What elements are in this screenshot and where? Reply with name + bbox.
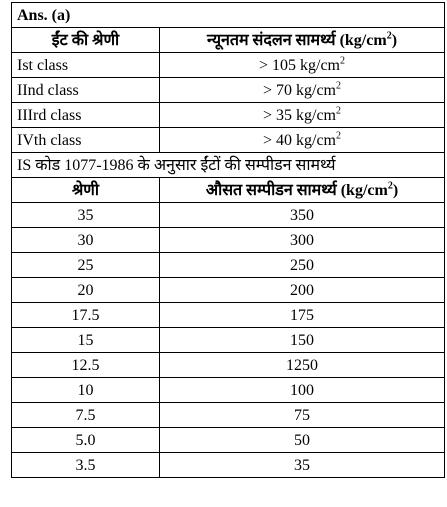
table1-value-text: > 70 kg/cm bbox=[262, 81, 336, 99]
table1-value-cell bbox=[160, 128, 445, 153]
is-code-note-row bbox=[12, 153, 445, 178]
table1-value-cell bbox=[160, 103, 445, 128]
table2-header-unit-close: ) bbox=[392, 181, 399, 199]
table2-grade-cell: 12.5 bbox=[12, 353, 160, 378]
table2-row bbox=[12, 453, 445, 478]
table2-row bbox=[12, 278, 445, 303]
table2-row bbox=[12, 228, 445, 253]
answer-heading: Ans. (a) bbox=[12, 3, 445, 28]
table1-value-sup: 2 bbox=[336, 105, 341, 117]
table1-header-row bbox=[12, 28, 445, 53]
table2-grade-cell: 3.5 bbox=[12, 453, 160, 478]
answer-block bbox=[11, 2, 444, 478]
table1-header-strength bbox=[160, 28, 445, 53]
table1-header-unit-sup: 2 bbox=[386, 30, 392, 42]
table2-strength-cell: 250 bbox=[160, 253, 445, 278]
table1-value-cell bbox=[160, 53, 445, 78]
table1-value-sup: 2 bbox=[340, 55, 345, 67]
table2-strength-cell: 50 bbox=[160, 428, 445, 453]
table2-row bbox=[12, 328, 445, 353]
table1-header-unit-close: ) bbox=[391, 31, 398, 49]
table2-header-row bbox=[12, 178, 445, 203]
table2-strength-cell: 200 bbox=[160, 278, 445, 303]
table2-strength-cell: 175 bbox=[160, 303, 445, 328]
table1-value-sup: 2 bbox=[336, 130, 341, 142]
table2-row bbox=[12, 253, 445, 278]
table2-strength-cell: 35 bbox=[160, 453, 445, 478]
table2-grade-cell: 20 bbox=[12, 278, 160, 303]
table2-header-grade: श्रेणी bbox=[12, 178, 160, 203]
table1-value-text: > 105 kg/cm bbox=[258, 56, 340, 74]
table1-value-cell bbox=[160, 78, 445, 103]
table2-grade-cell: 10 bbox=[12, 378, 160, 403]
answer-heading-row bbox=[12, 3, 445, 28]
table1-row bbox=[12, 53, 445, 78]
table2-grade-cell: 35 bbox=[12, 203, 160, 228]
table1-value-sup: 2 bbox=[336, 80, 341, 92]
table1-class-cell: Ist class bbox=[12, 53, 160, 78]
table1-class-cell: IVth class bbox=[12, 128, 160, 153]
table2-grade-cell: 15 bbox=[12, 328, 160, 353]
table1-class-cell: IInd class bbox=[12, 78, 160, 103]
table2-row bbox=[12, 303, 445, 328]
table2-grade-cell: 17.5 bbox=[12, 303, 160, 328]
table2-grade-cell: 7.5 bbox=[12, 403, 160, 428]
strength-table bbox=[11, 2, 445, 478]
table1-row bbox=[12, 128, 445, 153]
table2-strength-cell: 350 bbox=[160, 203, 445, 228]
table1-header-unit: (kg/cm bbox=[339, 31, 387, 49]
table1-value-text: > 40 kg/cm bbox=[262, 131, 336, 149]
table2-grade-cell: 25 bbox=[12, 253, 160, 278]
table2-header-strength-text: औसत सम्पीडन सामर्थ्य bbox=[205, 181, 337, 199]
table2-strength-cell: 75 bbox=[160, 403, 445, 428]
table1-header-class: ईंट की श्रेणी bbox=[12, 28, 160, 53]
table2-strength-cell: 150 bbox=[160, 328, 445, 353]
table2-header-unit-sup: 2 bbox=[387, 180, 393, 192]
table1-class-cell: IIIrd class bbox=[12, 103, 160, 128]
table2-grade-cell: 30 bbox=[12, 228, 160, 253]
is-code-note: IS कोड 1077-1986 के अनुसार ईंटों की सम्पीडन सामर्थ्य bbox=[12, 153, 445, 178]
table1-header-strength-text: न्यूनतम संदलन सामर्थ्य bbox=[206, 31, 336, 49]
table2-strength-cell: 1250 bbox=[160, 353, 445, 378]
table2-header-unit: (kg/cm bbox=[340, 181, 388, 199]
table2-row bbox=[12, 353, 445, 378]
table1-row bbox=[12, 78, 445, 103]
table2-row bbox=[12, 378, 445, 403]
table1-value-text: > 35 kg/cm bbox=[262, 106, 336, 124]
table2-grade-cell: 5.0 bbox=[12, 428, 160, 453]
table2-row bbox=[12, 428, 445, 453]
table1-row bbox=[12, 103, 445, 128]
table2-row bbox=[12, 203, 445, 228]
table2-row bbox=[12, 403, 445, 428]
table2-header-strength bbox=[160, 178, 445, 203]
table2-strength-cell: 300 bbox=[160, 228, 445, 253]
table2-strength-cell: 100 bbox=[160, 378, 445, 403]
